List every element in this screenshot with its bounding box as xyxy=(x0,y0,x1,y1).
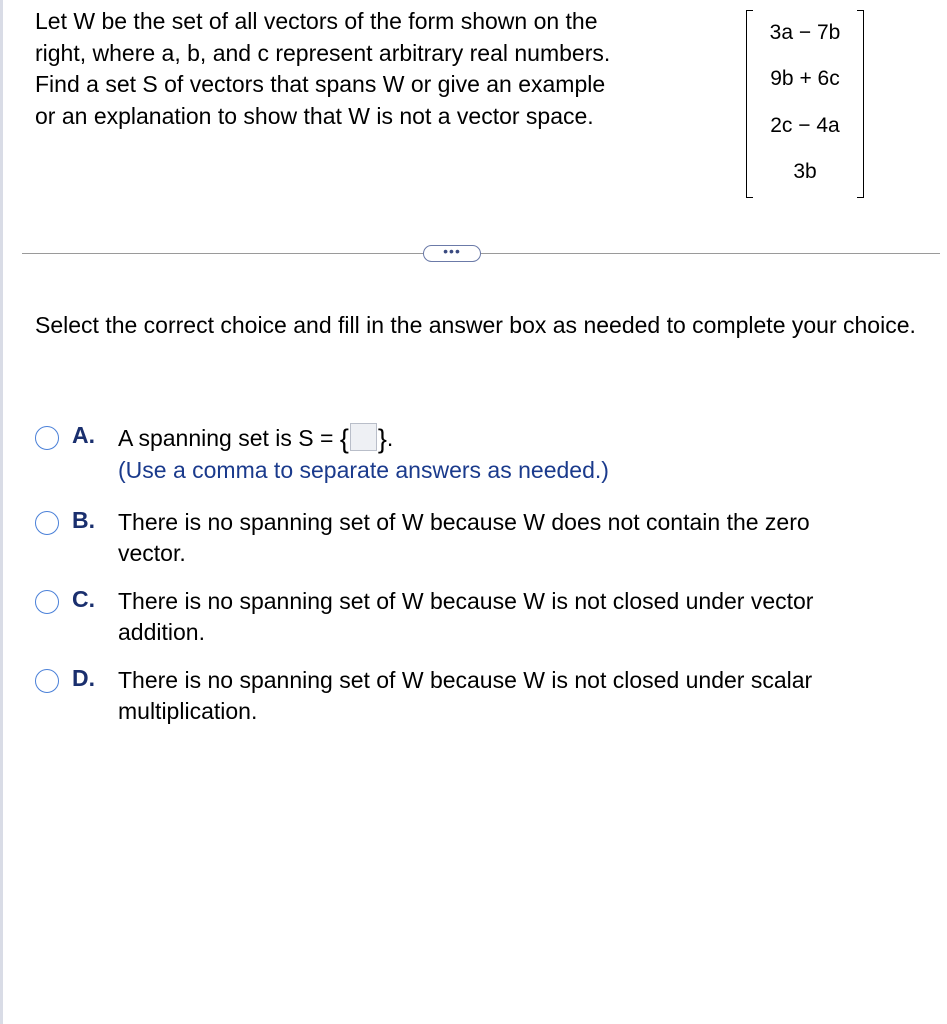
choice-d-radio[interactable] xyxy=(35,669,59,693)
choice-a-suffix: . xyxy=(386,425,394,451)
choice-d[interactable] xyxy=(35,663,915,725)
choice-c[interactable] xyxy=(35,584,915,646)
choice-c-line: There is no spanning set of W because W is not closed under vector xyxy=(118,588,814,614)
close-brace: } xyxy=(377,424,387,454)
choice-a-text xyxy=(118,423,918,486)
question-text xyxy=(35,6,675,132)
more-options-button[interactable]: ••• xyxy=(423,245,481,262)
choice-b[interactable] xyxy=(35,505,915,567)
left-page-border xyxy=(0,0,3,1024)
vector-entry-2: 9b + 6c xyxy=(770,67,840,90)
section-divider xyxy=(22,253,940,254)
choice-a-letter: A. xyxy=(72,422,95,448)
vector-entry-3: 2c − 4a xyxy=(770,114,840,137)
choice-c-text xyxy=(118,586,918,648)
choice-d-text xyxy=(118,665,918,727)
right-bracket xyxy=(857,10,864,198)
choice-b-text xyxy=(118,507,918,569)
choice-d-line: multiplication. xyxy=(118,698,258,724)
question-line: Find a set S of vectors that spans W or give an example xyxy=(35,71,606,97)
question-line: right, where a, b, and c represent arbitrary real numbers. xyxy=(35,39,611,66)
choice-b-radio[interactable] xyxy=(35,511,59,535)
choice-c-line: addition. xyxy=(118,619,205,645)
choice-d-letter: D. xyxy=(72,665,95,691)
vector-entry-4: 3b xyxy=(793,160,817,183)
choice-b-line: vector. xyxy=(118,540,186,566)
spanning-set-answer-box[interactable] xyxy=(350,423,377,451)
choice-a-prefix: A spanning set is S = xyxy=(118,425,334,451)
choice-c-radio[interactable] xyxy=(35,590,59,614)
question-line: or an explanation to show that W is not a vector space. xyxy=(35,102,594,129)
question-line: Let W be the set of all vectors of the form shown on the xyxy=(35,8,598,34)
open-brace: { xyxy=(339,424,349,454)
instruction-text: Select the correct choice and fill in the answer box as needed to complete your choice. xyxy=(35,312,916,338)
choice-a-radio[interactable] xyxy=(35,426,59,450)
choice-a[interactable] xyxy=(35,420,915,490)
choice-d-line: There is no spanning set of W because W is not closed under scalar xyxy=(118,667,813,693)
choice-b-letter: B. xyxy=(72,507,95,533)
vector-form xyxy=(746,10,864,198)
vector-entry-1: 3a − 7b xyxy=(769,21,841,44)
choice-c-letter: C. xyxy=(72,586,95,612)
choice-a-hint: (Use a comma to separate answers as needed.) xyxy=(118,457,609,483)
choice-b-line: There is no spanning set of W because W does not contain the zero xyxy=(118,509,810,535)
